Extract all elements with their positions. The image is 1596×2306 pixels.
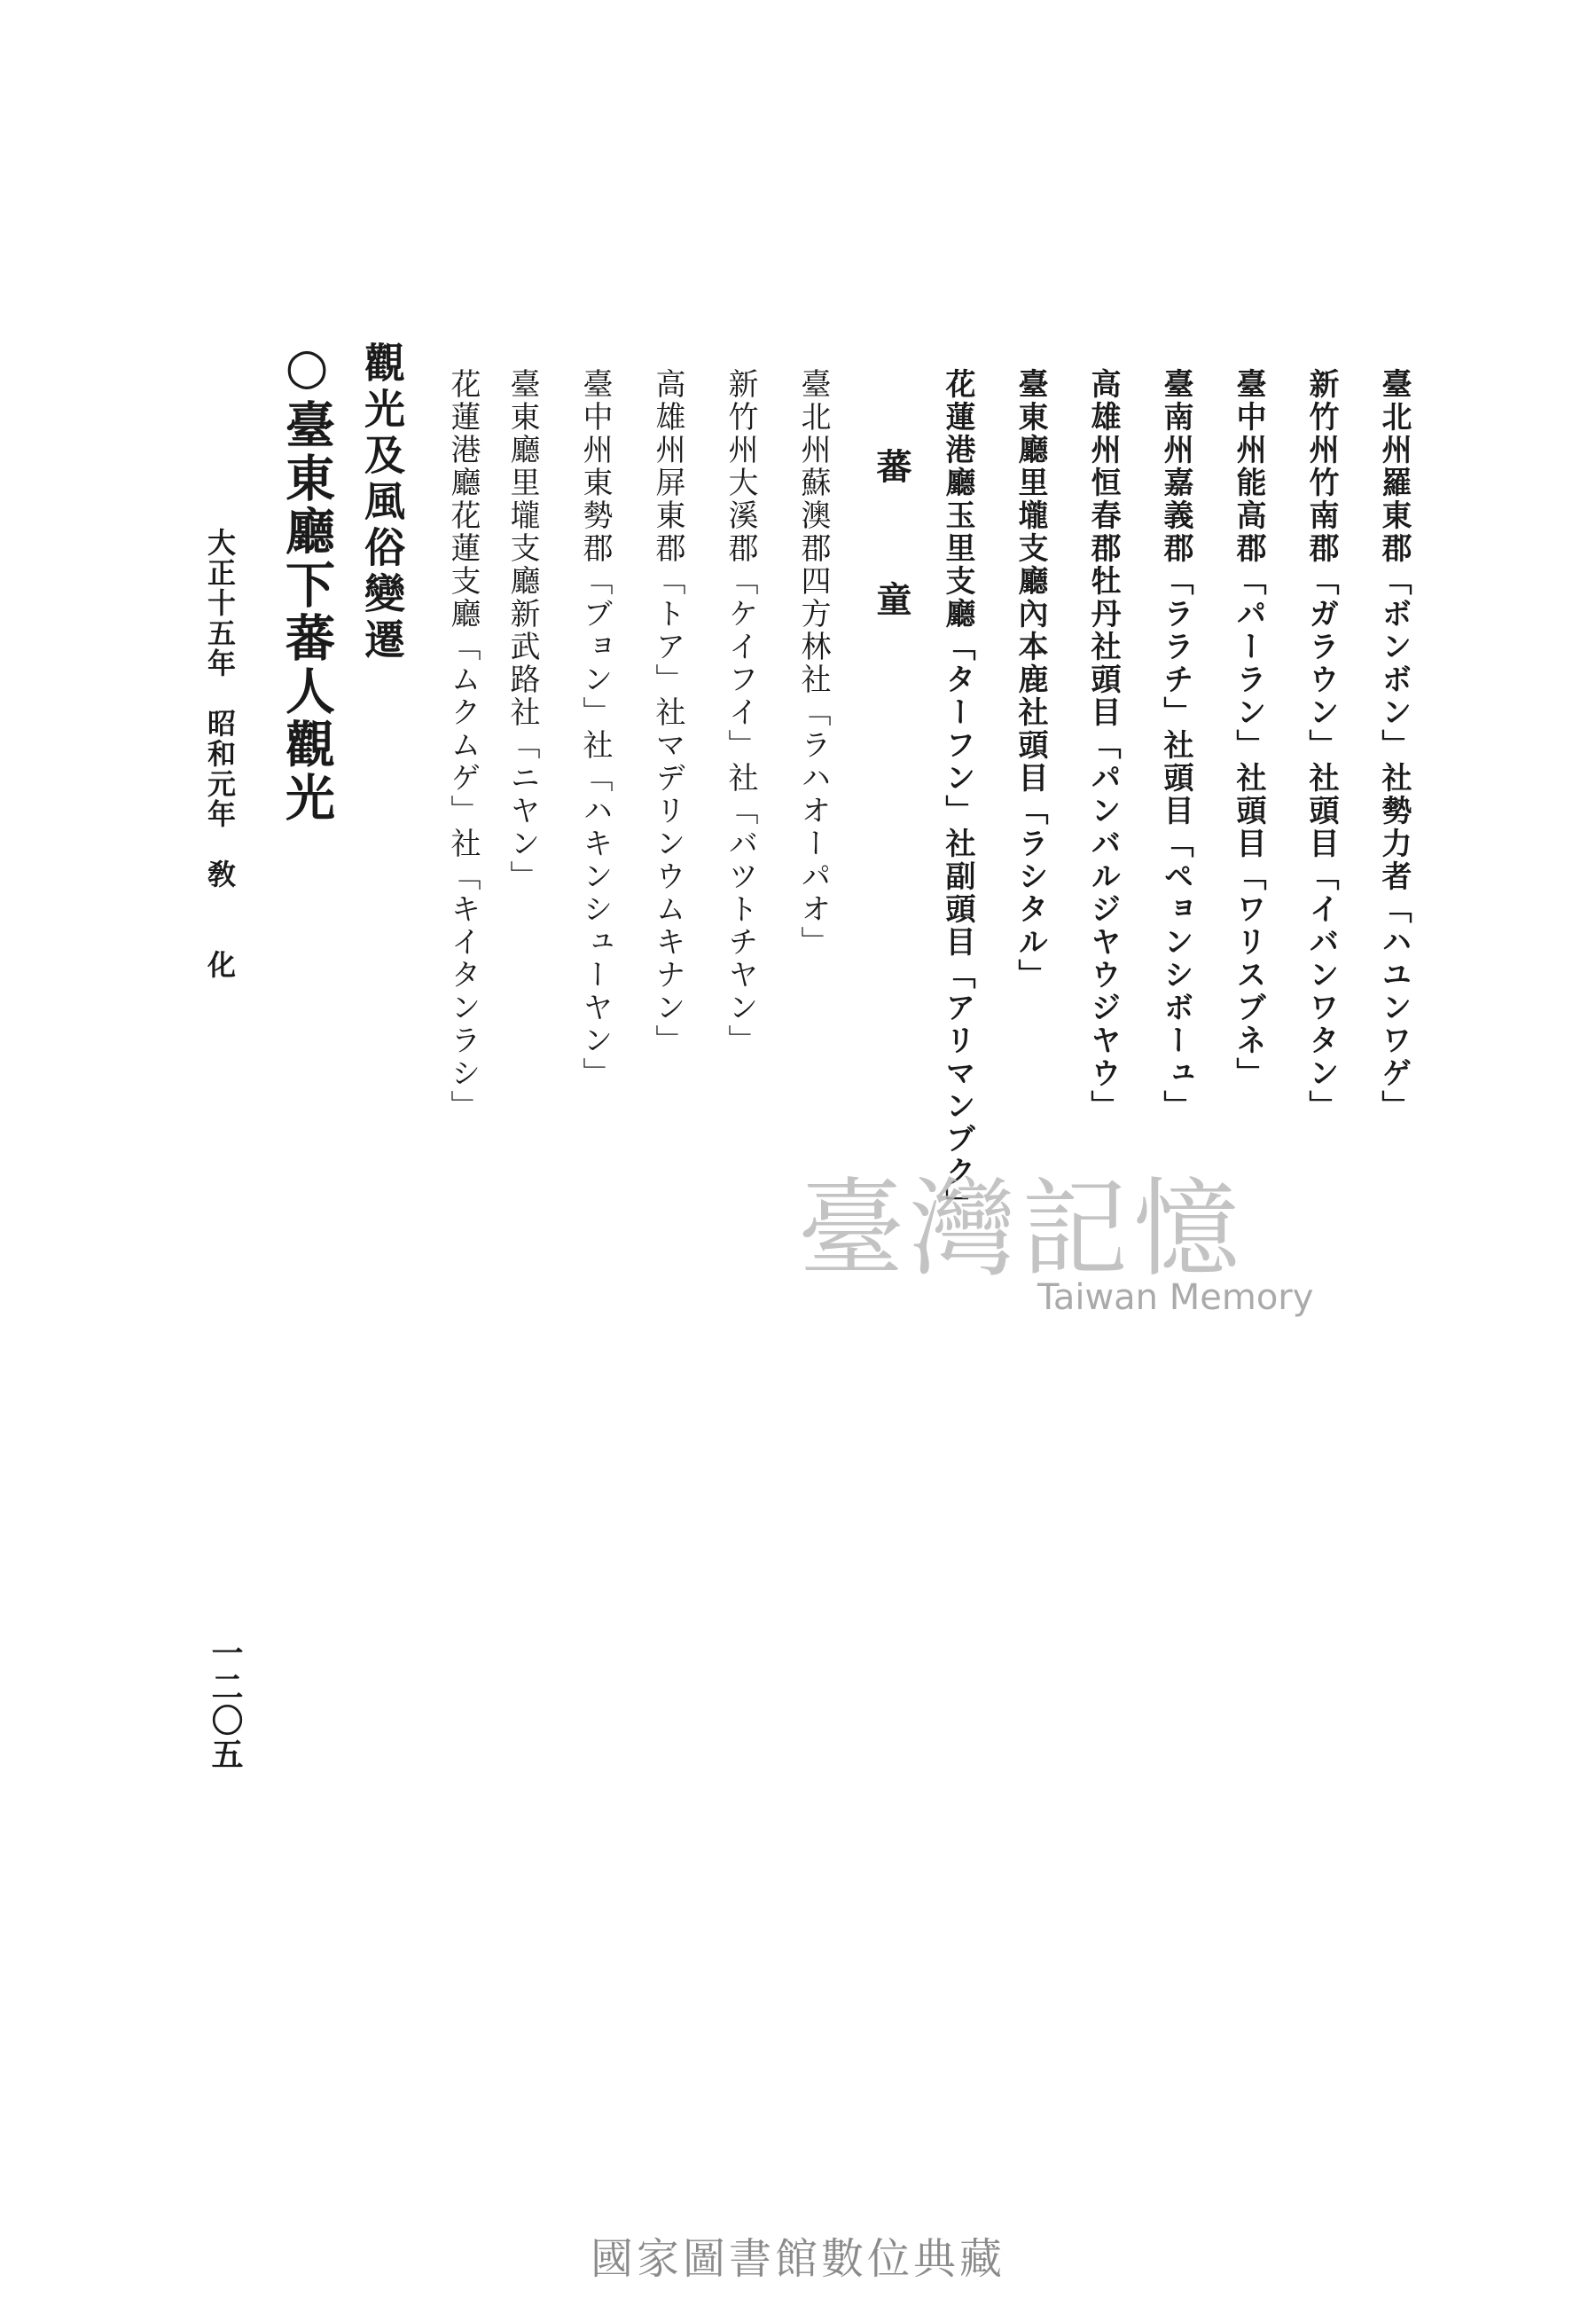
entry-line: 臺北州羅東郡「ボンボン」社勢力者「ハユンワゲ」 [1376, 368, 1412, 1123]
running-header: 大正十五年 昭和元年 敎 化 [203, 528, 237, 980]
taiwan-memory-watermark [798, 1144, 1314, 1339]
article-subtitle: ○臺東廳下蕃人觀光 [278, 337, 336, 825]
entry-line: 高雄州恒春郡牡丹社頭目「パンバルジヤウジヤウ」 [1085, 368, 1121, 1123]
section-title: 觀光及風俗變遷 [358, 341, 406, 664]
entry-line: 臺東廳里壠支廳新武路社「ニヤン」 [505, 368, 540, 893]
entry-line: 花蓮港廳花蓮支廳「ムクムゲ」社「キイタンラシ」 [445, 368, 481, 1123]
watermark-chinese-text: 臺灣記憶 [798, 1168, 1245, 1291]
entry-line: 高雄州屏東郡「トア」社マデリンウムキナン」 [650, 368, 685, 1057]
library-footer-mark: 國家圖書館數位典藏 [590, 2234, 1005, 2284]
entry-line: 新竹州大溪郡「ケイフイ」社「バツトチヤン」 [723, 368, 758, 1057]
page-number: 一二〇五 [207, 1636, 244, 1771]
entry-line: 花蓮港廳玉里支廳「ターフン」社副頭目「アリマンブク」 [940, 368, 975, 1221]
watermark-english-text: Taiwan Memory [1037, 1277, 1314, 1318]
entry-line: 臺中州東勢郡「ブョン」社「ハキンシューヤン」 [577, 368, 613, 1090]
entry-line: 臺南州嘉義郡「ララチ」社頭目「ペョンシボーュ」 [1158, 368, 1193, 1123]
entry-line: 臺中州能高郡「パーラン」社頭目「ワリスブネ」 [1231, 368, 1266, 1090]
entry-line: 臺北州蘇澳郡四方林社「ラハオーパオ」 [795, 368, 831, 959]
entry-line: 新竹州竹南郡「ガラウン」社頭目「イバンワタン」 [1303, 368, 1339, 1123]
section-heading-children: 蕃 童 [871, 448, 912, 625]
entry-line: 臺東廳里壠支廳內本鹿社頭目「ラシタル」 [1013, 368, 1048, 992]
